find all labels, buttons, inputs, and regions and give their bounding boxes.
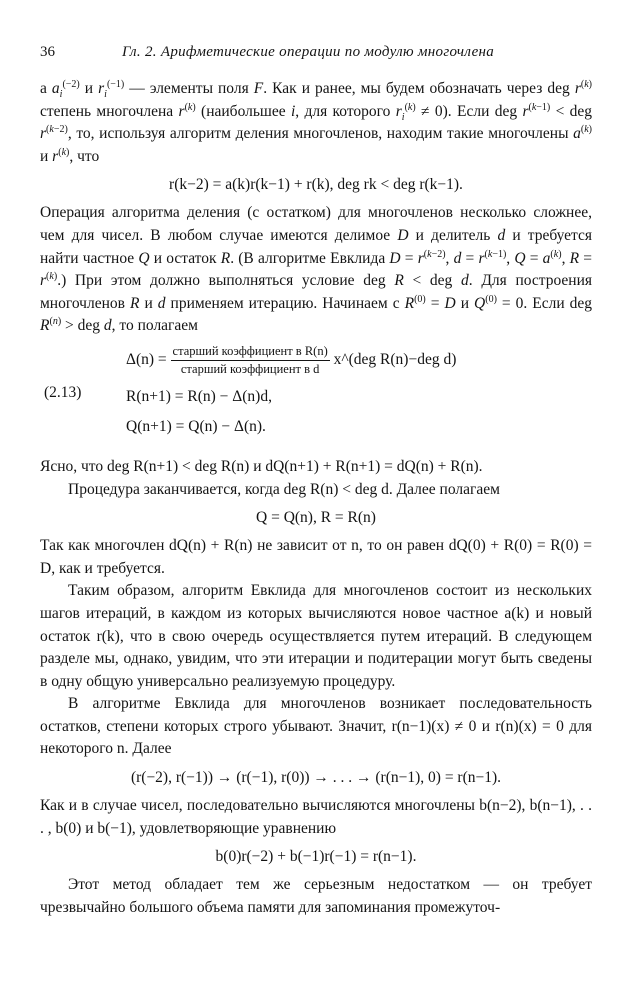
equation-2-13 <box>40 344 592 452</box>
equation-quotient-update: Q(n+1) = Q(n) − Δ(n). <box>126 417 266 435</box>
equation-remainder-sequence: (r(−2), r(−1)) → (r(−1), r(0)) → . . . → (r(n−1), 0) = r(n−1). <box>130 769 502 787</box>
paragraph-4: Процедура заканчивается, когда deg R(n) < deg d. Далее полагаем <box>68 480 500 498</box>
page-number: 36 <box>40 44 55 60</box>
equation-number: (2.13) <box>44 383 82 401</box>
equation-remainder-update: R(n+1) = R(n) − Δ(n)d, <box>126 387 272 405</box>
equation-final-quotient: Q = Q(n), R = R(n) <box>256 509 376 527</box>
paragraph-6: Таким образом, алгоритм Евклида для многочленов состоит из нескольких шагов итераций, в каждом из которых вычисляются новое частное a(k) и новый остаток r(k), что в свою очередь осуществляется путем итераций. В следующем разделе мы, однако, увидим, что эти итерации и подитерации могут быть сведены в одну общую универсально реализуемую процедуру. <box>40 582 592 690</box>
page-body <box>40 78 592 919</box>
equation-delta: Δ(n) = $\frac{\text{старший коэффициент в R(n)}}{\text{старший коэффициент в d}}$ x^(deg R(n)−deg d) <box>126 343 457 376</box>
paragraph-8: Как и в случае чисел, последовательно вычисляются многочлены b(n−2), b(n−1), . . . , b(0) и b(−1), удовлетворяющие уравнению <box>40 797 592 837</box>
paragraph-3: Ясно, что deg R(n+1) < deg R(n) и dQ(n+1) + R(n+1) = dQ(n) + R(n). <box>40 457 483 475</box>
equation-division-step: r(k−2) = a(k)r(k−1) + r(k), deg rk < deg r(k−1). <box>169 176 463 194</box>
running-head: Гл. 2. Арифметические операции по модулю многочлена <box>122 44 495 60</box>
paragraph-2: Операция алгоритма деления (с остатком) для многочленов несколько сложнее, чем для чисел. В любом случае имеются делимое D и делитель d и требуется найти частное Q и остаток R. (В алгоритме Евклида $D = r^{(k-2)}$, $d = r^{(k-1)}$, $Q = a^{(k)}$, $R = r^{(k)}$.) При этом должно выполняться условие deg R < deg d. Для построения многочленов R и d применяем итерацию. Начинаем с $R^{(0)} = D$ и $Q^{(0)} = 0$. Если deg $R^{(n)}$ > deg d, то полагаем <box>40 204 593 335</box>
paragraph-5: Так как многочлен dQ(n) + R(n) не зависит от n, то он равен dQ(0) + R(0) = R(0) = D, как и требуется. <box>40 537 592 577</box>
page-header <box>40 44 592 66</box>
paragraph-1: а $a_i^{(-2)}$ и $r_i^{(-1)}$ — элементы поля F. Как и ранее, мы будем обозначать через deg $r^{(k)}$ степень многочлена $r^{(k)}$ (наибольшее i, для которого $r_i^{(k)} \ne 0$). Если deg $r^{(k-1)}$ < deg $r^{(k-2)}$, то, используя алгоритм деления многочленов, находим такие многочлены $a^{(k)}$ и $r^{(k)}$, что <box>40 78 593 165</box>
paragraph-7: В алгоритме Евклида для многочленов возникает последовательность остатков, степени которых строго убывают. Значит, r(n−1)(x) ≠ 0 и r(n)(x) = 0 для некоторого n. Далее <box>40 695 592 758</box>
equation-bezout: b(0)r(−2) + b(−1)r(−1) = r(n−1). <box>215 848 417 866</box>
paragraph-9: Этот метод обладает тем же серьезным недостатком — он требует чрезвычайно большого объема памяти для запоминания промежуточ- <box>40 876 592 916</box>
fraction: $\frac{\text{старший коэффициент в R(n)}}{\text{старший коэффициент в d}}$ <box>172 343 328 376</box>
